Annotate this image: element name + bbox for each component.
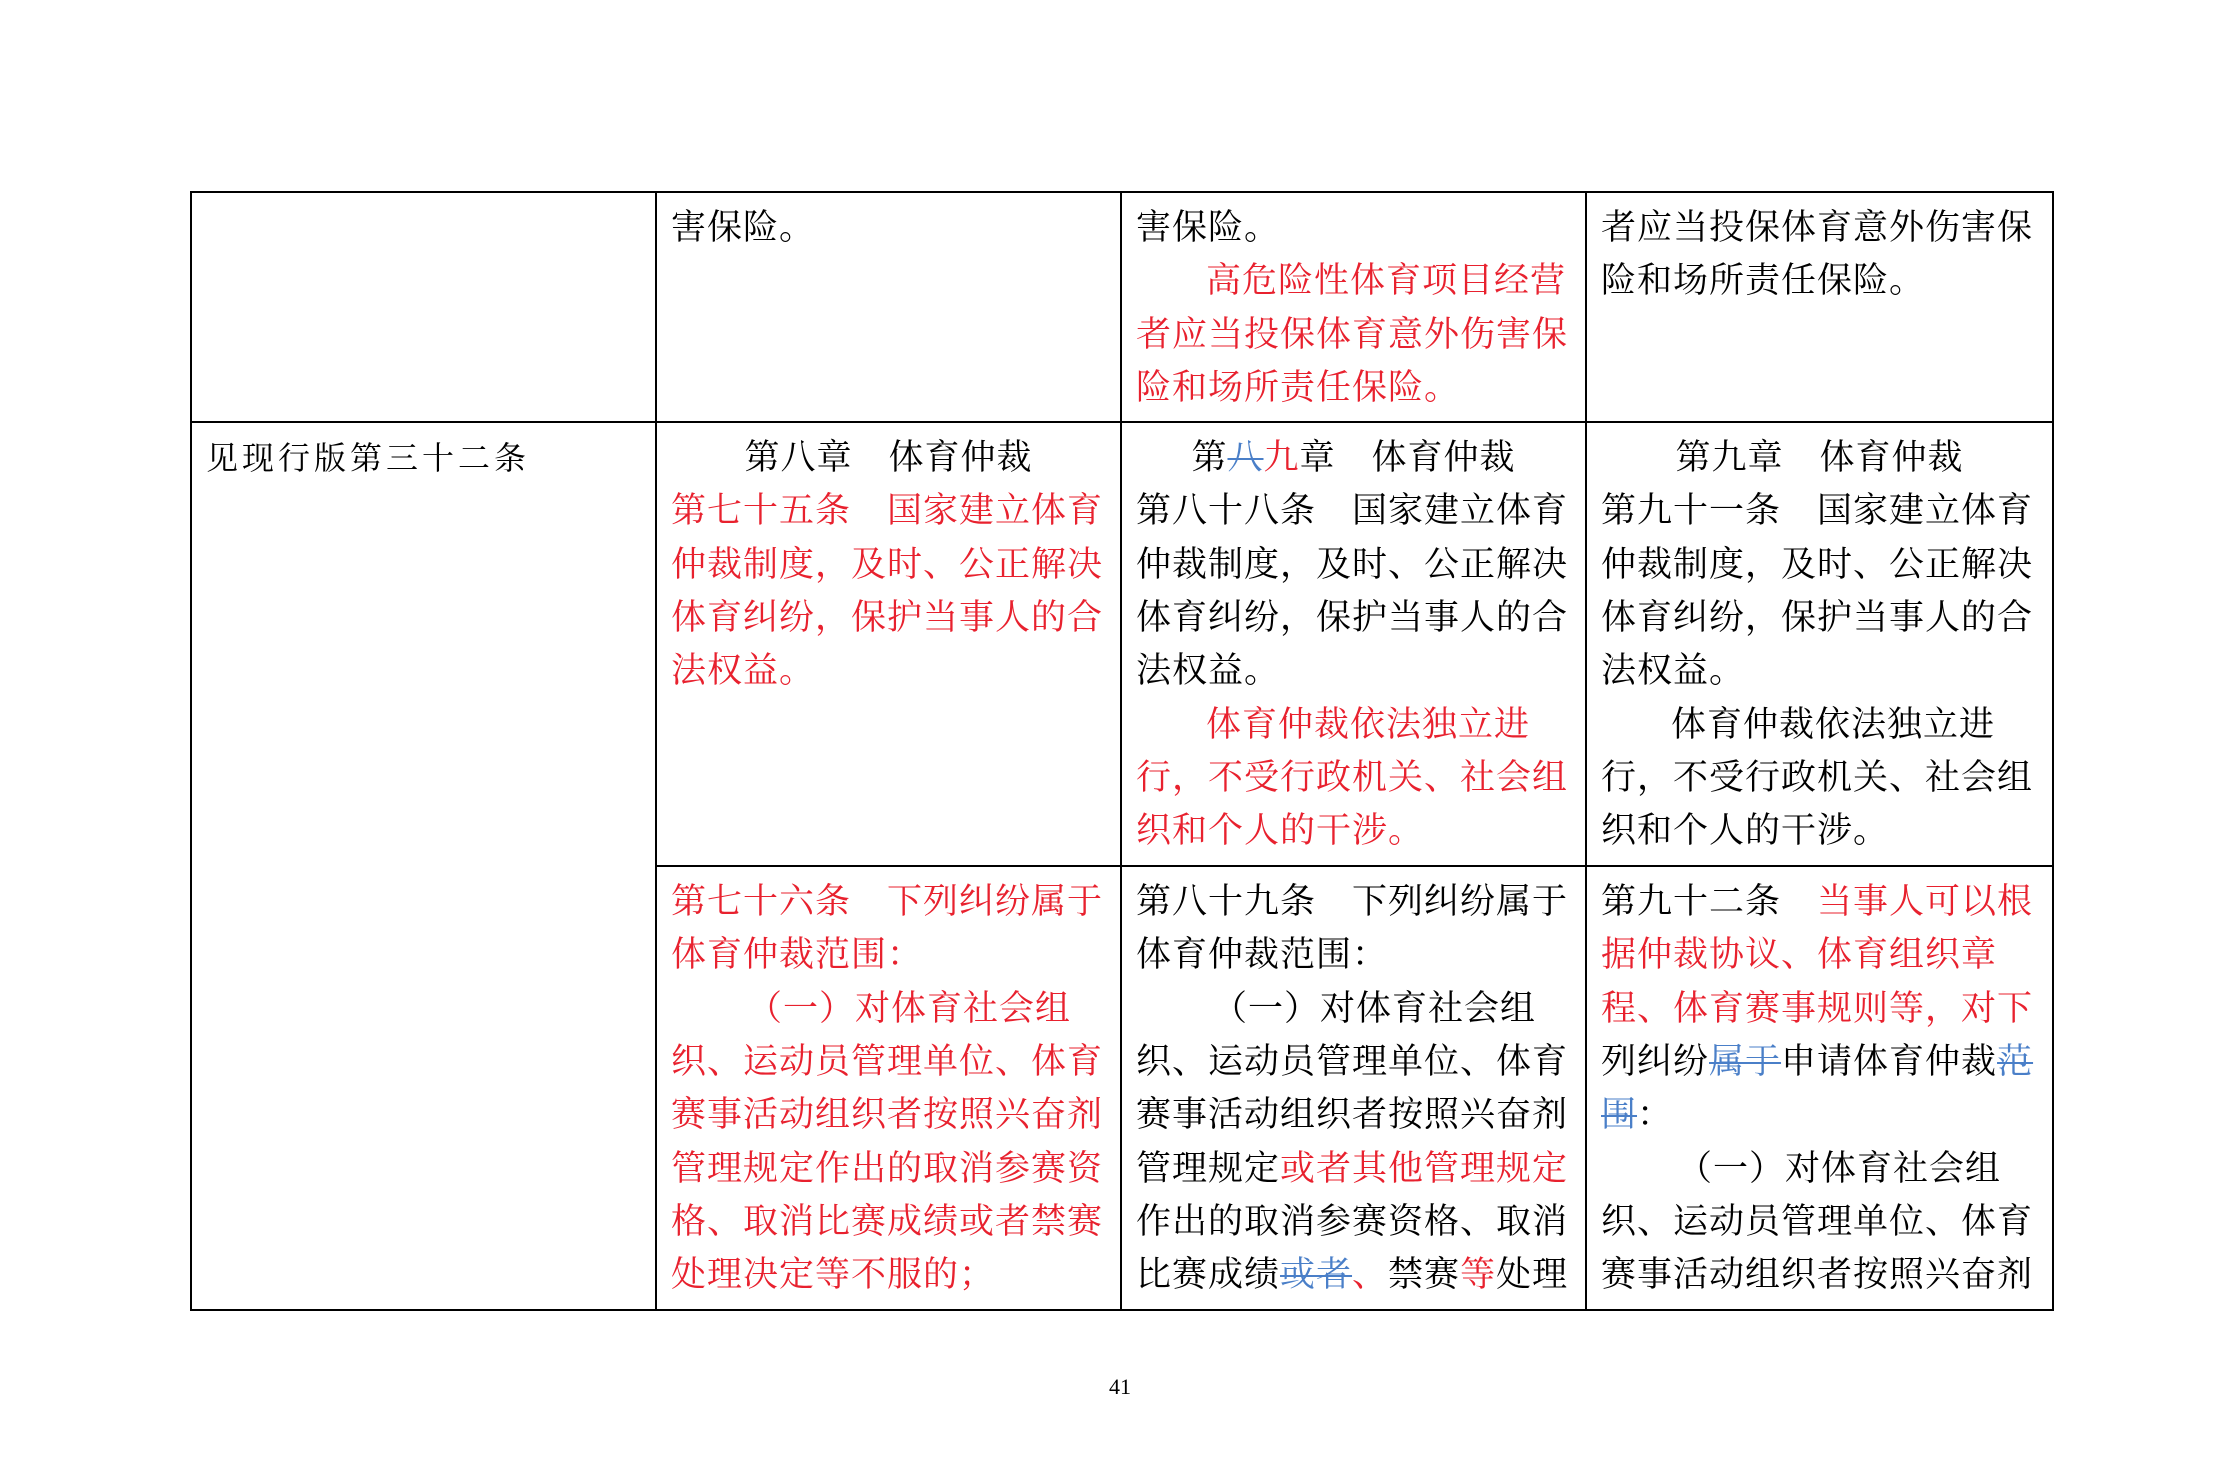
inserted-text: 当事人可以根据仲裁协议、体育组织章程、体育赛事规则等，对下 — [1601, 882, 2034, 1029]
article-88: 第八十八条 国家建立体育仲裁制度，及时、公正解决体育纠纷，保护当事人的合法权益。 — [1136, 491, 1569, 692]
paragraph: 害保险。 — [671, 208, 816, 248]
cell-draft-3 — [1586, 192, 2053, 422]
cell-draft-3 — [1586, 422, 2053, 866]
inserted-text: 等 — [1460, 1255, 1497, 1296]
cell-draft-1 — [656, 422, 1121, 866]
deleted-text: 属于 — [1709, 1042, 1782, 1083]
article-89: 第八十九条 下列纠纷属于体育仲裁范围： — [1136, 882, 1569, 976]
paragraph: 体育仲裁依法独立进行，不受行政机关、社会组织和个人的干涉。 — [1601, 704, 2034, 852]
paragraph: 害保险。 — [1136, 208, 1281, 248]
deleted-text: 范围 — [1601, 1042, 2034, 1136]
paragraph: 者应当投保体育意外伤害保险和场所责任保险。 — [1601, 208, 2034, 302]
cell-draft-1 — [656, 866, 1121, 1309]
table-row — [191, 192, 2053, 422]
chapter-title: 第八章 体育仲裁 — [744, 438, 1033, 479]
article-91: 第九十一条 国家建立体育仲裁制度，及时、公正解决体育纠纷，保护当事人的合法权益。 — [1601, 491, 2034, 692]
item-1: （一）对体育社会组织、运动员管理单位、体育赛事活动组织者按照兴奋剂 — [1601, 1148, 2034, 1296]
comparison-table — [190, 191, 2054, 1311]
inserted-text: 或者其他管理规定 — [1280, 1148, 1569, 1189]
table-row — [191, 422, 2053, 866]
cell-draft-2 — [1121, 422, 1586, 866]
deleted-text: 八 — [1227, 438, 1264, 479]
chapter-title: 第八九章 体育仲裁 — [1191, 438, 1516, 479]
article-92: 第九十二条 当事人可以根据仲裁协议、体育组织章程、体育赛事规则等，对下列纠纷属于申请体育仲裁范围： — [1601, 882, 2034, 1136]
cell-current-law — [191, 422, 656, 1309]
chapter-title: 第九章 体育仲裁 — [1675, 438, 1964, 479]
item-1: （一）对体育社会组织、运动员管理单位、体育赛事活动组织者按照兴奋剂管理规定作出的取消参赛资格、取消比赛成绩或者禁赛处理决定等不服的； — [671, 988, 1104, 1296]
cell-draft-3 — [1586, 866, 2053, 1309]
cell-draft-2 — [1121, 866, 1586, 1309]
reference-note: 见现行版第三十二条 — [206, 439, 531, 478]
cell-draft-1 — [656, 192, 1121, 422]
deleted-text: 或者 — [1280, 1255, 1353, 1296]
inserted-text: 九 — [1263, 438, 1300, 479]
article-76: 第七十六条 下列纠纷属于体育仲裁范围： — [671, 882, 1104, 976]
article-75: 第七十五条 国家建立体育仲裁制度，及时、公正解决体育纠纷，保护当事人的合法权益。 — [671, 491, 1104, 692]
added-paragraph: 体育仲裁依法独立进行，不受行政机关、社会组织和个人的干涉。 — [1136, 704, 1569, 852]
cell-current-law — [191, 192, 656, 422]
added-paragraph: 高危险性体育项目经营者应当投保体育意外伤害保险和场所责任保险。 — [1136, 261, 1569, 408]
item-1: （一）对体育社会组织、运动员管理单位、体育赛事活动组织者按照兴奋剂管理规定或者其他管理规定作出的取消参赛资格、取消比赛成绩或者、禁赛等处理 — [1136, 988, 1569, 1296]
cell-draft-2 — [1121, 192, 1586, 422]
page-number: 41 — [1109, 1374, 1131, 1399]
inserted-text: 、 — [1352, 1255, 1389, 1296]
